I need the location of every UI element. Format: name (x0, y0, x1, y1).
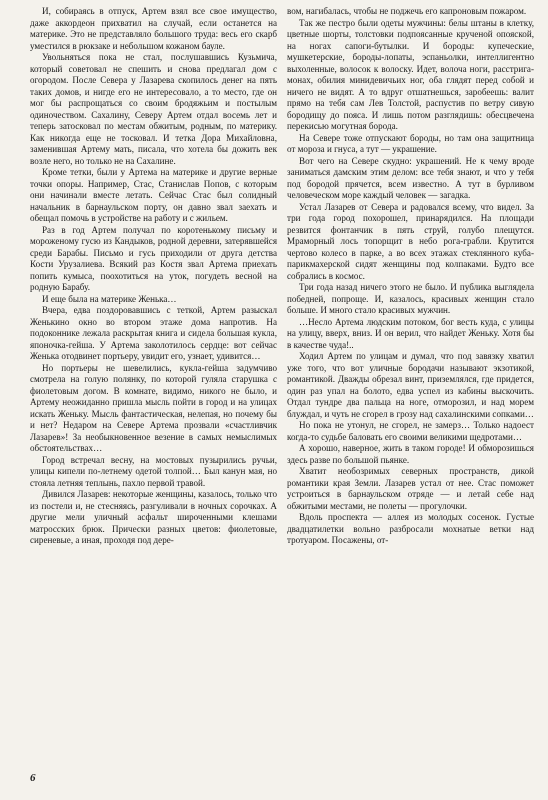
paragraph: Ходил Артем по улицам и думал, что под завязку хватил уже того, что вот уличные бородачи называют экзотикой, романтикой. Дважды обрезал винт, приземлялся, где придется, один раз упал на болото, едва успел из кабины выскочить. Отдал тундре два пальца на ноге, отморозил, и над морем блуждал, и чуть не сгорел в грозу над сахалинскими сопками… (287, 351, 534, 419)
paragraph: Так же пестро были одеты мужчины: белы штаны в клетку, цветные шорты, толстовки подпоясанные крученой опояской, на ногах сапоги-бутылки. И бороды: купеческие, мушкетерские, бороды-лопаты, эспаньолки, интеллигентно выхоленные, волосок к волоску. Идет, волоча ноги, расстрига-монах, обилия минидевичьих ног, оба глядят перед собой и ничего не видят. А то вдруг отшатнешься, заробеешь: валит прямо на тебя сам Лев Толстой, распустив по ветру сивую бородищу до пояса. И лишь потом разглядишь: обесцвечена перекисью могутная борода. (287, 17, 534, 131)
paragraph: Но портьеры не шевелились, кукла-гейша задумчиво смотрела на голую полянку, по которой гуляла старушка с фиолетовым догом. В комнате, видимо, никого не было, и Артему неожиданно пришла мысль пойти в город и на улицах искать Женьку. Мысль фантастическая, нелепая, но почему бы и нет? Недаром на Севере Артема прозвали «счастливчик Лазарев»! За необыкновенное везение в самых немыслимых обстоятельствах… (30, 362, 277, 453)
paragraph: Город встречал весну, на мостовых пузырились ручьи, улицы кипели по-летнему одетой толпой… Был канун мая, но стояла летняя теплынь, пахло первой травой. (30, 454, 277, 488)
paragraph: Вот чего на Севере скудно: украшений. Не к чему вроде заниматься дамским этим делом: все тебя знают, и что у тебя под бородой прячется, всем известно. А тут в бурливом человеческом море каждый человек — загадка. (287, 155, 534, 200)
paragraph: Увольняться пока не стал, послушавшись Кузьмича, который советовал не спешить и снова предлагал дом с огородом. После Севера у Лазарева скопилось денег на пять таких домов, и нигде его не интересовало, а то место, где он мог бы распрощаться со своим бродяжьим и постылым одиночеством. Сахалину, Северу Артем отдал восемь лет и теперь затосковал по местам обжитым, родным, по материку. Как никогда еще не тосковал. И тетка Дора Михайловна, заменившая Артему мать, писала, что хотела бы дожить век возле него, но только не на Сахалине. (30, 52, 277, 166)
paragraph: вом, нагибалась, чтобы не поджечь его капроновым пожаром. (287, 6, 527, 16)
paragraph: И еще была на материке Женька… (42, 293, 177, 304)
right-column (287, 6, 534, 778)
paragraph: …Несло Артема людским потоком, бог весть куда, с улицы на улицу, вверх, вниз. И он верил, что найдет Женьку. Хотя бы в качестве чуда!.. (287, 316, 534, 350)
left-column (30, 6, 277, 778)
text-columns (30, 6, 534, 778)
paragraph: Вдоль проспекта — аллея из молодых сосенок. Густые двадцатилетки вольно разбросали мохнатые ветки над тротуаром. Посажены, от- (287, 512, 534, 545)
paragraph: Дивился Лазарев: некоторые женщины, казалось, только что из постели и, не стесняясь, разгуливали в ночных сорочках. А другие мели уличный асфальт широченными клешами матросских брюк. Прически разных цветов: фиолетовые, сиреневые, а иная, проходя под дере- (30, 489, 277, 545)
paragraph: Устал Лазарев от Севера и радовался всему, что видел. За три года город похорошел, принарядился. На площади резвится фонтанчик в пять струй, голубо плещутся. Мраморный лось топорщит в небо рога-грабли. Крутится чертово колесо в парке, а во всех этажах стеклянного куба-парикмахерской сидят женщины под колпаками. Будто все собрались в космос. (287, 201, 534, 281)
paragraph: Хватит необозримых северных пространств, дикой романтики края Земли. Лазарев устал от нее. Стас поможет устроиться в барнаульском отряде — и летай себе над обжитыми местами, не полеты — прогулочки. (287, 466, 534, 511)
paragraph: Вчера, едва поздоровавшись с теткой, Артем разыскал Женькино окно во втором этаже дома напротив. На подоконнике лежала раскрытая книга и сидела большая кукла, японочка-гейша. У Артема заколотилось сердце: вот сейчас Женька отодвинет портьеру, увидит его, узнает, удивится… (30, 305, 277, 361)
paragraph: И, собираясь в отпуск, Артем взял все свое имущество, даже аккордеон прихватил на случай, если останется на материке. Это не представляло большого труда: весь его скарб уместился в рюкзаке и небольшом кожаном бауле. (30, 6, 277, 51)
paragraph: Но пока не утонул, не сгорел, не замерз… Только надоест когда-то судьбе баловать его своими великими щедротами… (287, 420, 534, 442)
page-number: 6 (30, 772, 36, 784)
paragraph: А хорошо, наверное, жить в таком городе! И обморозишься здесь разве по большой пьянке. (287, 443, 534, 465)
paragraph: Три года назад ничего этого не было. И публика выглядела победней, попроще. И, казалось, красивых женщин стало больше. И много стало красивых мужчин. (287, 282, 534, 315)
paragraph: На Севере тоже отпускают бороды, но там она защитница от мороза и гнуса, а тут — украшение. (287, 132, 534, 154)
paragraph: Кроме тетки, были у Артема на материке и другие верные точки опоры. Например, Стас, Станислав Попов, с которым они начинали вместе летать. Сейчас Стас был солидный начальник в барнаульском порту, он давно звал заехать и обещал помочь в устройстве на работу и с жильем. (30, 167, 277, 223)
paragraph: Раз в год Артем получал по коротенькому письму и мороженому гусю из Кандыков, родной деревни, затерявшейся среди Барабы. Письмо и гусь приходили от друга детства Кости Урузалиева. Всякий раз Костя звал Артема приехать попить кумыса, поохотиться на уток, погудеть весной на родную Барабу. (30, 224, 277, 292)
